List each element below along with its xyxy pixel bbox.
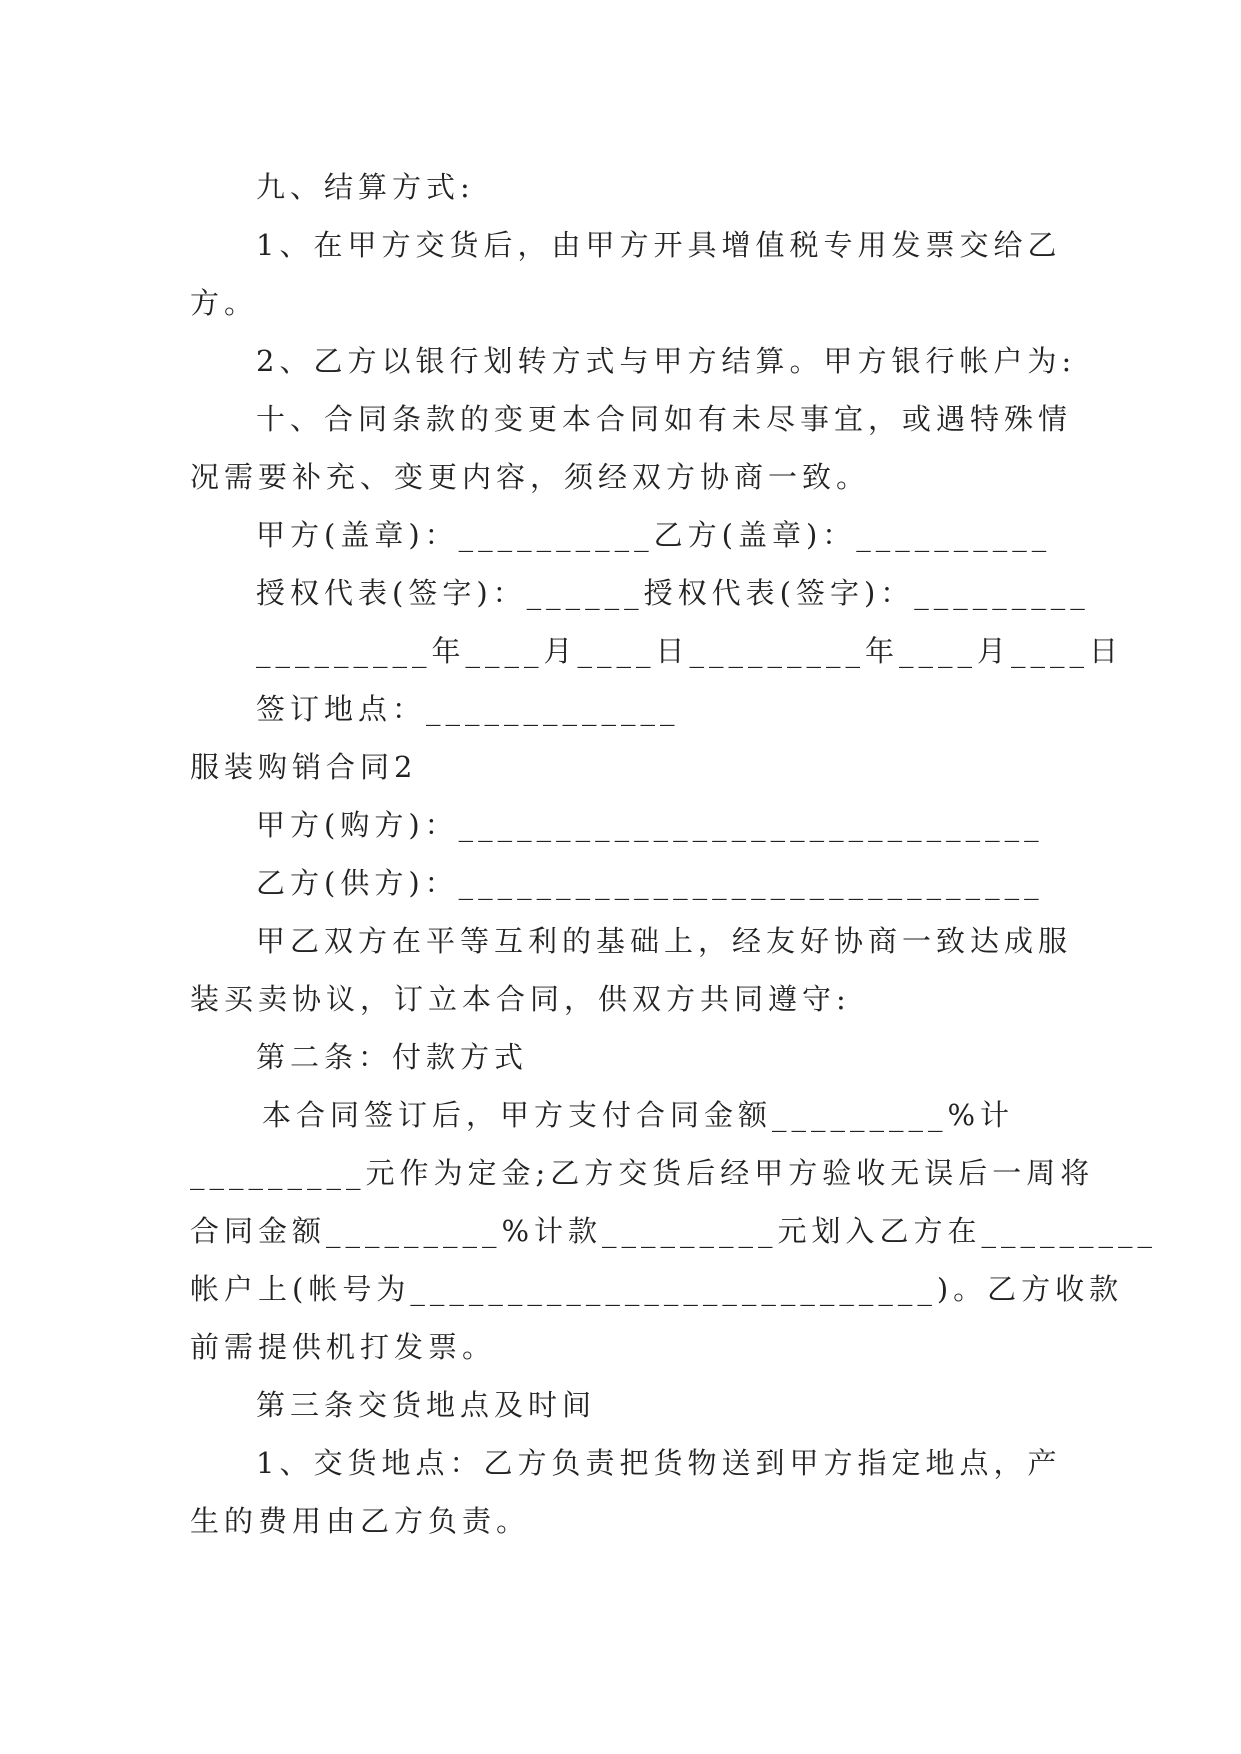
paragraph-line: 甲乙双方在平等互利的基础上，经友好协商一致达成服 [256, 924, 1073, 958]
paragraph-line: 前需提供机打发票。 [190, 1330, 497, 1364]
article-2-heading: 第二条：付款方式 [256, 1040, 529, 1074]
paragraph-line: 2、乙方以银行划转方式与甲方结算。甲方银行帐户为: [256, 344, 1077, 378]
paragraph-line: 生的费用由乙方负责。 [190, 1504, 531, 1538]
paragraph-line: _________元作为定金;乙方交货后经甲方验收无误后一周将 [190, 1156, 1095, 1190]
signature-line: 授权代表(签字)：______授权代表(签字)：_________ [256, 576, 1090, 610]
contract-title: 服装购销合同2 [190, 750, 418, 784]
party-b-line: 乙方(供方)：______________________________ [256, 866, 1044, 900]
paragraph-line: 帐户上(帐号为___________________________)。乙方收款 [190, 1272, 1124, 1306]
paragraph-line: 1、在甲方交货后，由甲方开具增值税专用发票交给乙 [256, 228, 1062, 262]
paragraph-line: 合同金额_________%计款_________元划入乙方在_________ [190, 1214, 1158, 1248]
paragraph-line: 况需要补充、变更内容，须经双方协商一致。 [190, 460, 871, 494]
party-a-line: 甲方(购方)：______________________________ [256, 808, 1044, 842]
section-9-heading: 九、结算方式: [256, 170, 475, 204]
paragraph-line: 本合同签订后，甲方支付合同金额_________%计 [262, 1098, 1015, 1132]
paragraph-line: 方。 [190, 286, 259, 320]
section-10-line: 十、合同条款的变更本合同如有未尽事宜，或遇特殊情 [256, 402, 1073, 436]
seal-line: 甲方(盖章)：__________乙方(盖章)：__________ [256, 518, 1052, 552]
signing-place-line: 签订地点：_____________ [256, 692, 680, 726]
paragraph-line: 装买卖协议，订立本合同，供双方共同遵守: [190, 982, 851, 1016]
article-3-heading: 第三条交货地点及时间 [256, 1388, 597, 1422]
date-line: _________年____月____日_________年____月____日 [256, 634, 1124, 668]
paragraph-line: 1、交货地点：乙方负责把货物送到甲方指定地点，产 [256, 1446, 1062, 1480]
